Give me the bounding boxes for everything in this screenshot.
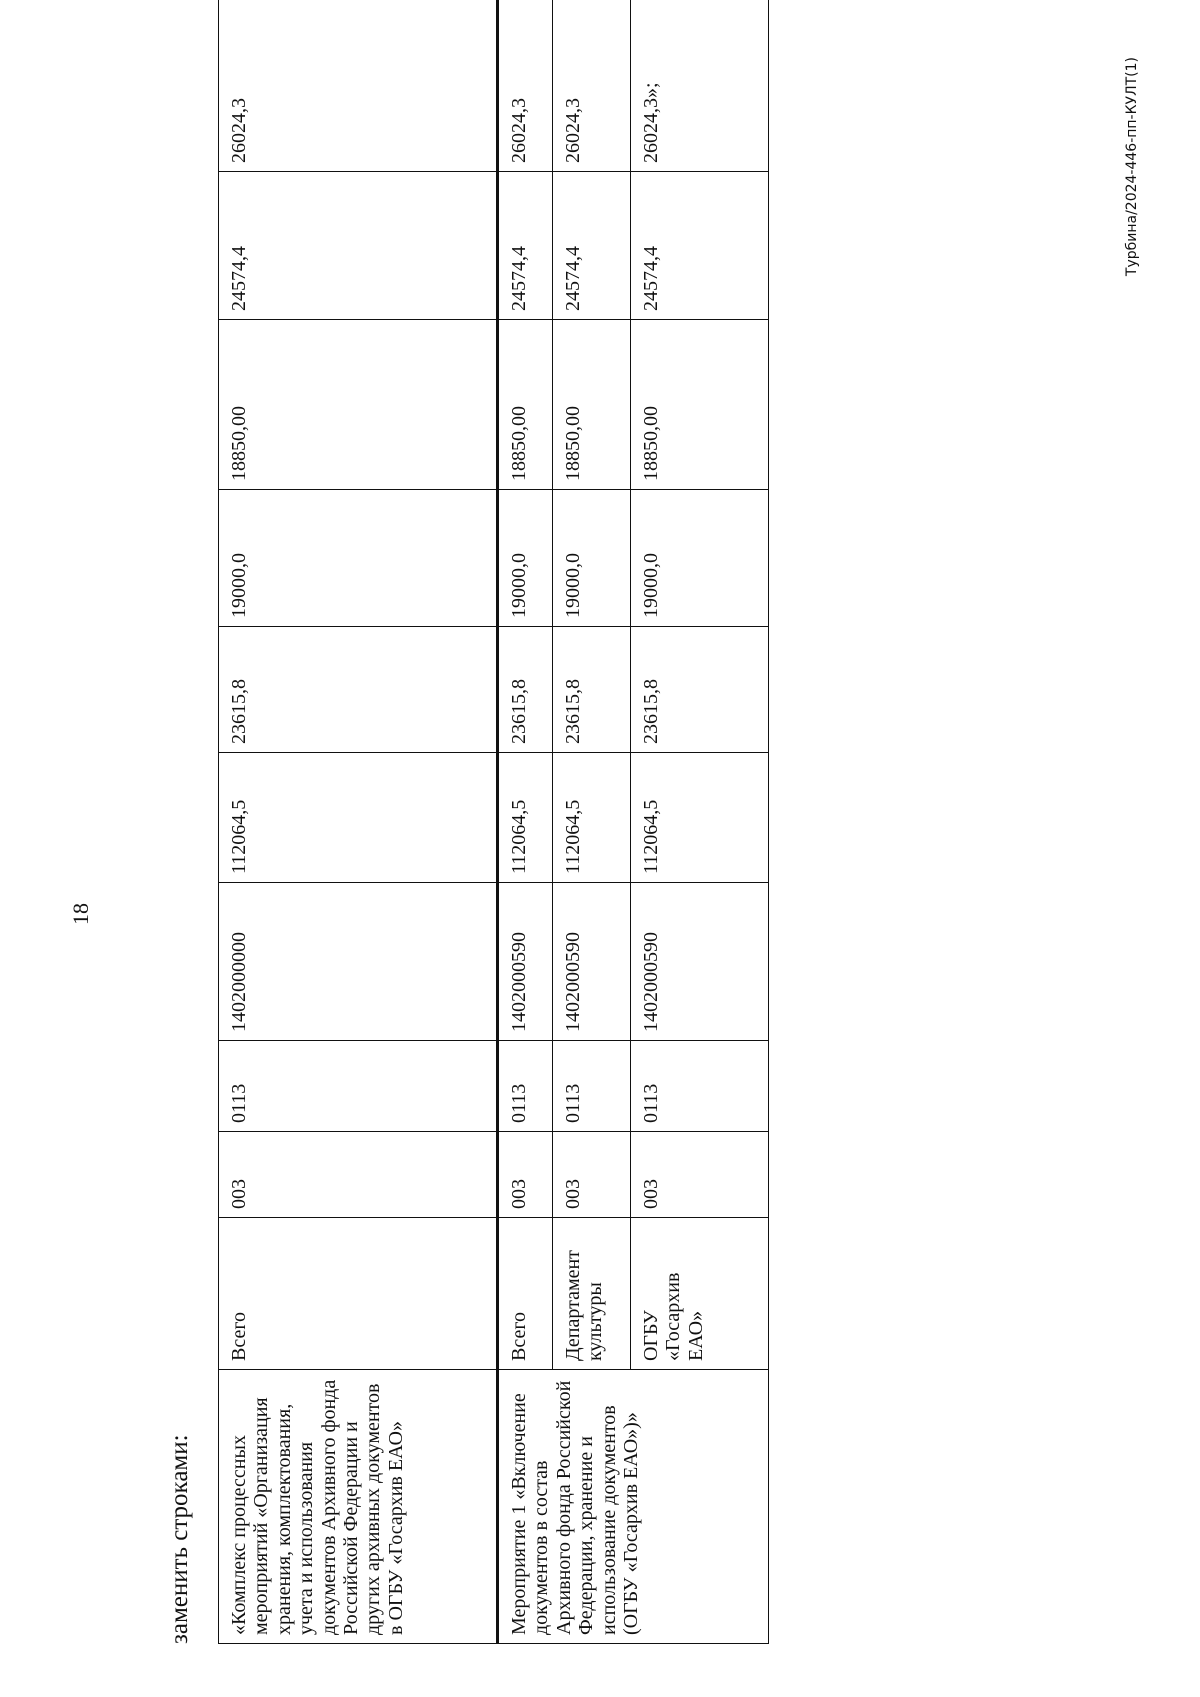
intro-text: заменить строками: — [166, 1434, 193, 1644]
row-year-4: 24574,4 — [499, 172, 553, 320]
row-year-4: 24574,4 — [553, 172, 631, 320]
row-year-2: 19000,0 — [499, 490, 553, 627]
row-year-4: 24574,4 — [631, 172, 769, 320]
row-total: 112064,5 — [499, 753, 553, 883]
row-year-2: 19000,0 — [631, 490, 769, 627]
row-grbs: 003 — [631, 1132, 769, 1218]
row-total: 112064,5 — [553, 753, 631, 883]
row-total: 112064,5 — [219, 753, 498, 883]
page-number: 18 — [68, 903, 93, 925]
row-grbs: 003 — [219, 1132, 498, 1218]
row-rzpr: 0113 — [499, 1041, 553, 1132]
row-year-5: 26024,3 — [219, 0, 498, 172]
row-total: 112064,5 — [631, 753, 769, 883]
row-rzpr: 0113 — [631, 1041, 769, 1132]
row-year-3: 18850,00 — [631, 320, 769, 490]
row-year-1: 23615,8 — [499, 627, 553, 753]
row-executor: ОГБУ «Госархив ЕАО» — [631, 1218, 769, 1370]
table-row — [499, 0, 553, 1644]
row-grbs: 003 — [499, 1132, 553, 1218]
table-row — [219, 0, 498, 1644]
row-executor: Всего — [499, 1218, 553, 1370]
row-executor: Всего — [219, 1218, 498, 1370]
row-csr: 1402000000 — [219, 883, 498, 1041]
footer-code: Турбина/2024-446-пп-КУЛТ(1) — [1124, 57, 1140, 277]
row-year-4: 24574,4 — [219, 172, 498, 320]
row-year-5: 26024,3 — [553, 0, 631, 172]
budget-table — [218, 0, 769, 1644]
row-csr: 1402000590 — [553, 883, 631, 1041]
row-csr: 1402000590 — [499, 883, 553, 1041]
row-year-3: 18850,00 — [219, 320, 498, 490]
row-executor: Департамент культуры — [553, 1218, 631, 1370]
row-grbs: 003 — [553, 1132, 631, 1218]
row-year-1: 23615,8 — [553, 627, 631, 753]
row-year-5: 26024,3»; — [631, 0, 769, 172]
row-rzpr: 0113 — [553, 1041, 631, 1132]
row-year-1: 23615,8 — [219, 627, 498, 753]
row-name: «Комплекс процессных мероприятий «Организация хранения, комплектования, учета и использования документов Архивного фонда Российской Федерации и других архивных документов в ОГБУ «Госархив ЕАО» — [219, 1370, 498, 1644]
row-year-2: 19000,0 — [219, 490, 498, 627]
row-name: Мероприятие 1 «Включение документов в состав Архивного фонда Российской Федерации, хранение и использование документов (ОГБУ «Госархив ЕАО»)» — [499, 1370, 769, 1644]
row-csr: 1402000590 — [631, 883, 769, 1041]
row-year-2: 19000,0 — [553, 490, 631, 627]
row-rzpr: 0113 — [219, 1041, 498, 1132]
row-year-1: 23615,8 — [631, 627, 769, 753]
row-year-3: 18850,00 — [499, 320, 553, 490]
row-year-3: 18850,00 — [553, 320, 631, 490]
row-year-5: 26024,3 — [499, 0, 553, 172]
